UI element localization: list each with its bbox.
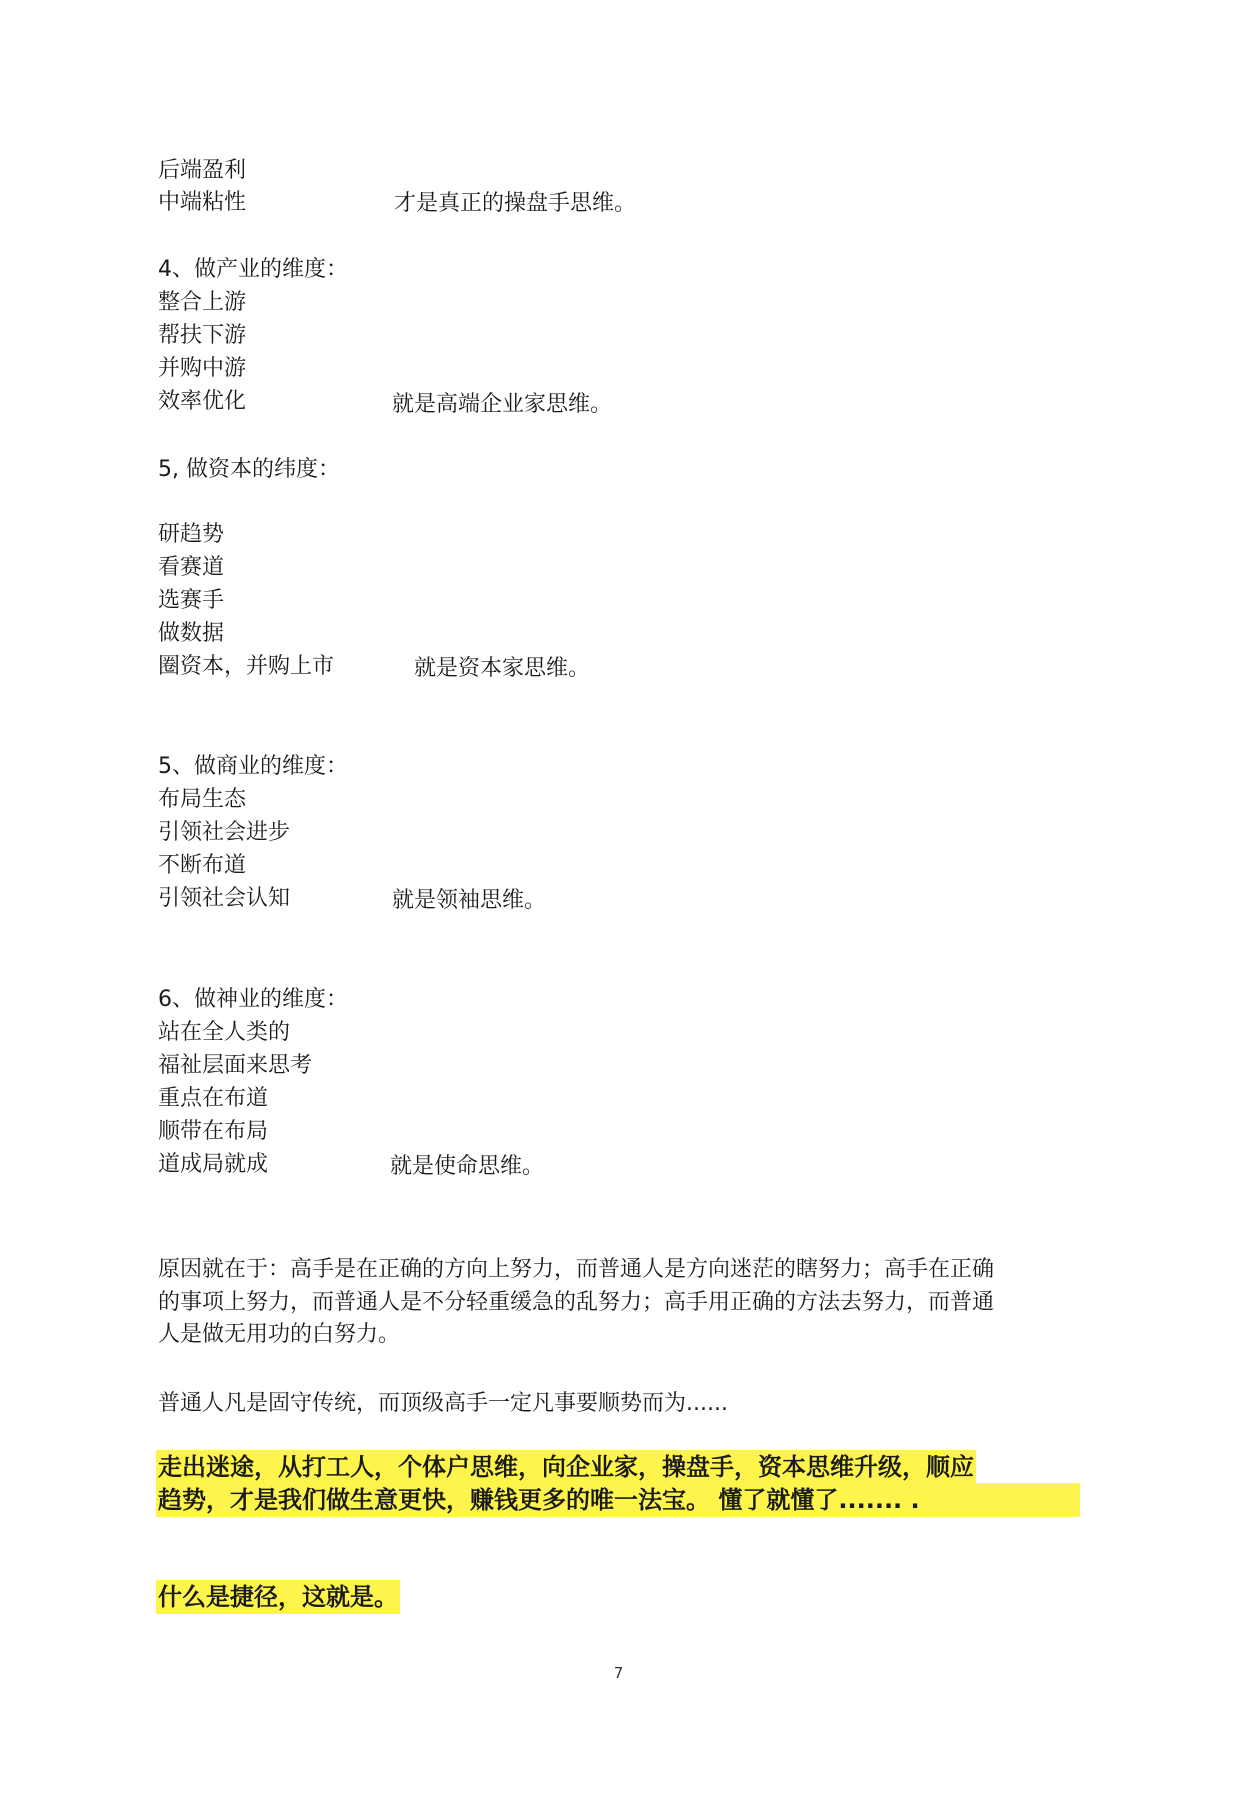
section-item: 看赛道 [158,555,225,580]
intro-item-1: 后端盈利 [158,158,247,183]
intro-item-2: 中端粘性 [158,190,247,215]
highlight-line-3: 什么是捷径，这就是。 [156,1580,400,1614]
section-heading-mission: 6、做神业的维度： [158,987,348,1012]
section-item: 整合上游 [158,290,247,315]
summary-line: 普通人凡是固守传统，而顶级高手一定凡事要顺势而为...... [158,1391,728,1416]
reason-line-2: 的事项上努力，而普通人是不分轻重缓急的乱努力；高手用正确的方法去努力，而普通 [158,1290,995,1315]
section-item: 选赛手 [158,588,225,613]
section-item: 福祉层面来思考 [158,1053,313,1078]
section-conclusion-commerce: 就是领袖思维。 [392,888,547,913]
section-item: 引领社会认知 [158,886,291,911]
section-item: 布局生态 [158,787,247,812]
section-item: 圈资本，并购上市 [158,654,335,679]
section-item: 做数据 [158,621,225,646]
highlight-line-1: 走出迷途，从打工人，个体户思维，向企业家，操盘手，资本思维升级，顺应 [156,1450,976,1484]
section-heading-commerce: 5、做商业的维度： [158,754,348,779]
section-conclusion-industry: 就是高端企业家思维。 [392,392,613,417]
section-item: 顺带在布局 [158,1119,269,1144]
intro-conclusion: 才是真正的操盘手思维。 [394,191,637,216]
section-conclusion-mission: 就是使命思维。 [390,1154,545,1179]
section-conclusion-capital: 就是资本家思维。 [414,656,591,681]
section-item: 并购中游 [158,356,247,381]
section-item: 站在全人类的 [158,1020,291,1045]
section-item: 研趋势 [158,522,225,547]
section-item: 效率优化 [158,389,247,414]
page-number: 7 [613,1664,624,1682]
section-item: 重点在布道 [158,1086,269,1111]
section-heading-capital: 5, 做资本的纬度： [158,457,340,482]
reason-line-3: 人是做无用功的白努力。 [158,1322,401,1347]
highlight-line-2: 趋势，才是我们做生意更快，赚钱更多的唯一法宝。 懂了就懂了....... . [156,1483,1080,1517]
reason-line-1: 原因就在于：高手是在正确的方向上努力，而普通人是方向迷茫的瞎努力；高手在正确 [158,1257,995,1282]
section-item: 帮扶下游 [158,323,247,348]
section-item: 道成局就成 [158,1152,269,1177]
section-heading-industry: 4、做产业的维度： [158,257,348,282]
section-item: 不断布道 [158,853,247,878]
section-item: 引领社会进步 [158,820,291,845]
